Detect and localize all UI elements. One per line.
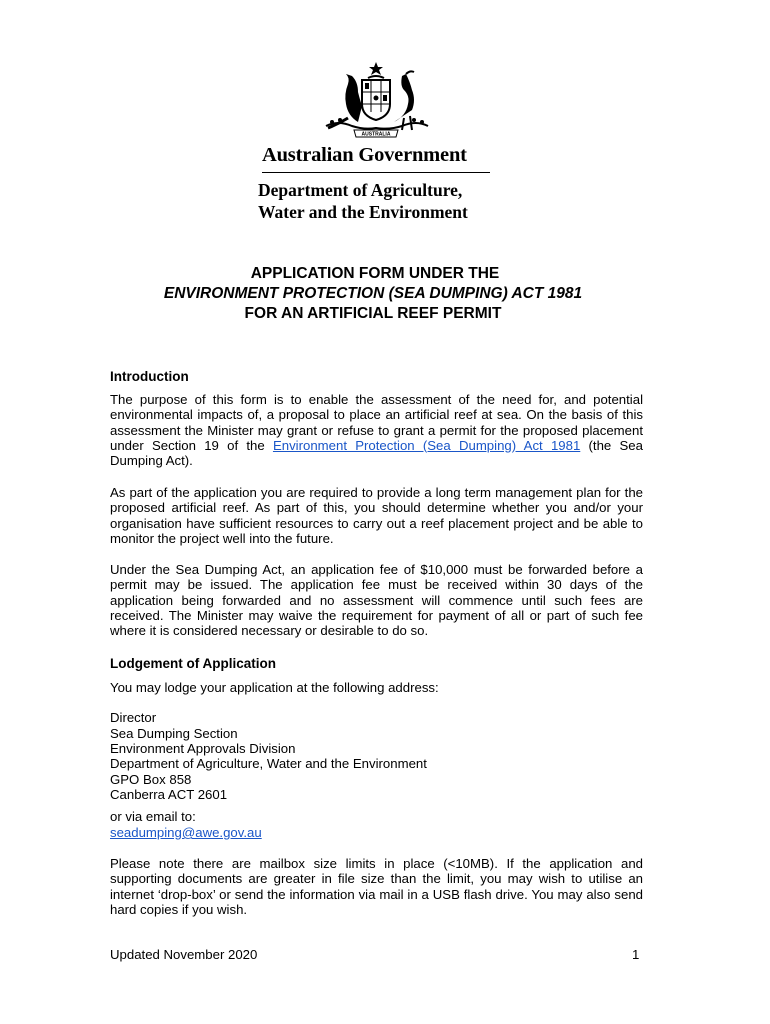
email-link[interactable]: seadumping@awe.gov.au [110, 825, 262, 840]
address-line: Director [110, 710, 157, 725]
introduction-heading: Introduction [110, 369, 189, 384]
sea-dumping-act-link[interactable]: Environment Protection (Sea Dumping) Act 1981 [272, 437, 581, 453]
government-name: Australian Government [262, 144, 467, 166]
footer-updated-date: Updated November 2020 [110, 947, 258, 962]
lodgement-heading: Lodgement of Application [110, 656, 276, 671]
header-divider [262, 172, 490, 173]
mailbox-size-note: Please note there are mailbox size limits in place (<10MB). If the application and supporting documents are greater in file size than the limit, you may wish to utilise an internet ‘drop-box’ or send the information via mail in a USB flash drive. You may also send hard copies if you wish. [110, 856, 643, 917]
address-line: GPO Box 858 [110, 772, 192, 787]
introduction-paragraph-2: As part of the application you are required to provide a long term management plan for the proposed artificial reef. As part of this, you should determine whether you and/or your organisation have sufficient resources to carry out a reef placement project and be able to monitor the project well into the future. [110, 485, 643, 546]
address-line: Environment Approvals Division [110, 741, 296, 756]
form-title-line1: APPLICATION FORM UNDER THE [250, 265, 500, 282]
introduction-paragraph-3: Under the Sea Dumping Act, an application fee of $10,000 must be forwarded before a permit may be issued. The application fee must be received within 30 days of the application being forwarded and no assessment will commence until such fees are received. The Minister may waive the requirement for payment of all or part of such fee where it is considered necessary or desirable to do so. [110, 562, 643, 639]
intro-para1-tail: (the Sea Dumping Act). [110, 437, 643, 469]
form-title-line2: ENVIRONMENT PROTECTION (SEA DUMPING) ACT 1981 [163, 285, 583, 302]
department-name-line2: Water and the Environment [258, 202, 468, 222]
department-name-line1: Department of Agriculture, [258, 180, 463, 200]
introduction-paragraph-1 [110, 392, 643, 468]
email-intro: or via email to: [110, 809, 196, 824]
page-number: 1 [632, 947, 640, 962]
crest-motto: AUSTRALIA [361, 131, 391, 138]
intro-para1-text: The purpose of this form is to enable the assessment of the need for, and potential environmental impacts of, a proposal to place an artificial reef at sea. On the basis of this assessment the Minister may grant or refuse to grant a permit for the proposed placement under Section 19 of the [110, 392, 643, 453]
address-line: Canberra ACT 2601 [110, 787, 228, 802]
form-title-line3: FOR AN ARTIFICIAL REEF PERMIT [244, 305, 502, 322]
coat-of-arms-logo [318, 60, 434, 140]
address-line: Department of Agriculture, Water and the Environment [110, 756, 427, 771]
lodgement-intro: You may lodge your application at the following address: [110, 680, 439, 695]
address-line: Sea Dumping Section [110, 726, 238, 741]
